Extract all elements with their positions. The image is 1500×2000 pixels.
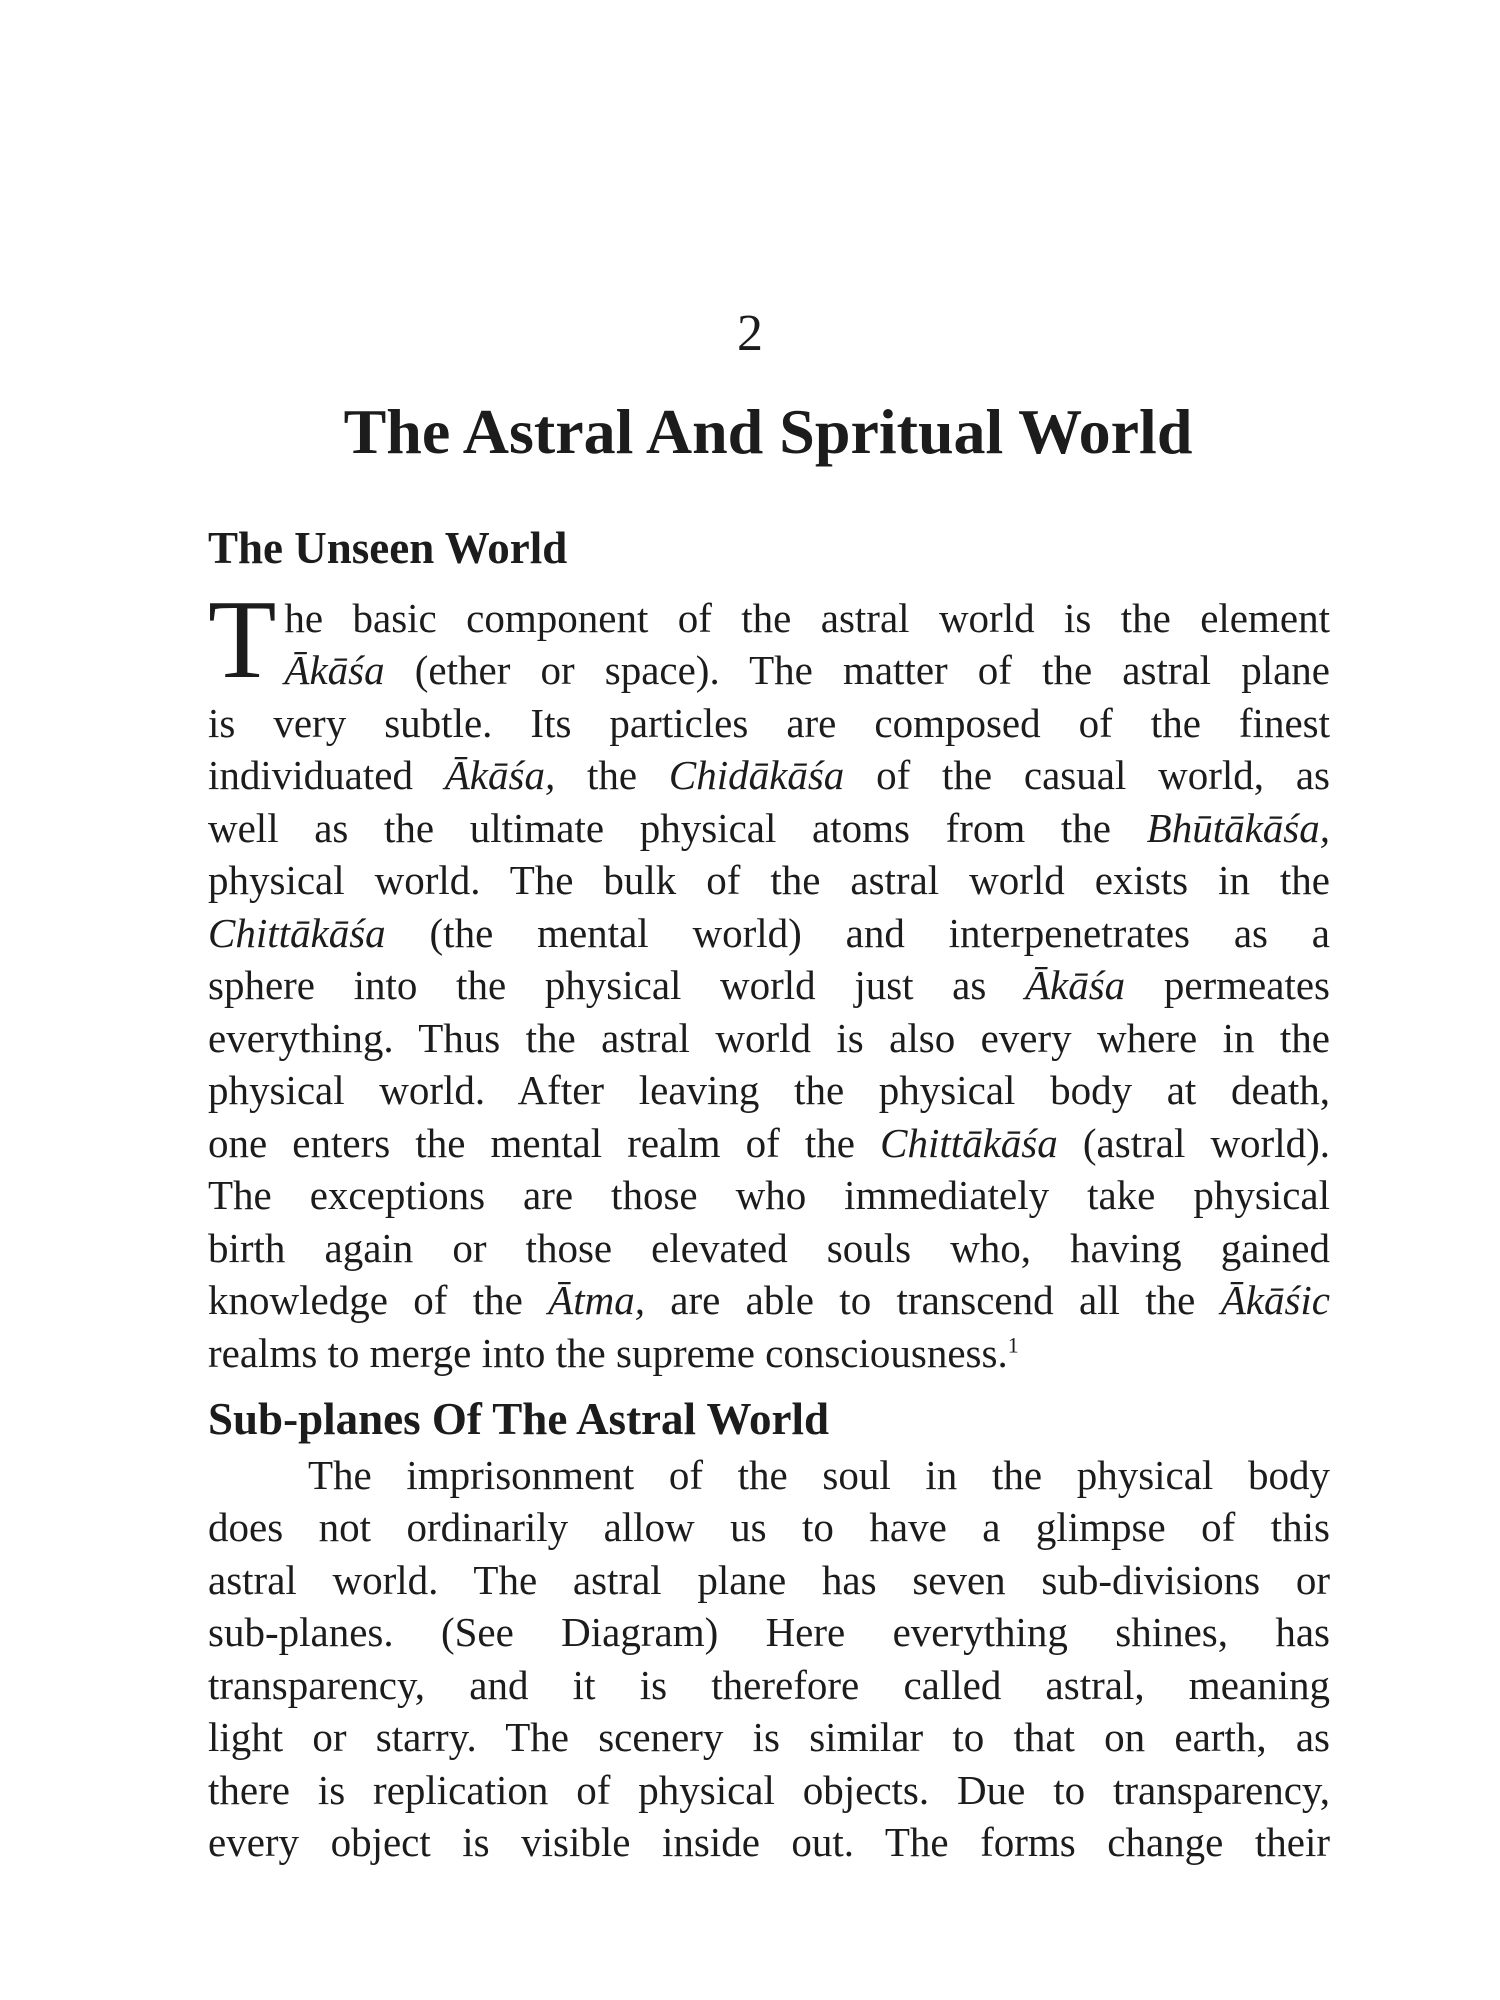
paragraph-sub-planes <box>208 1449 1330 1869</box>
text-line <box>208 1816 1330 1869</box>
text-line <box>208 1012 1330 1065</box>
text-line <box>208 854 1330 907</box>
text-line <box>208 1764 1330 1817</box>
text-run: realms to merge into the supreme consciousness. <box>208 1329 1008 1376</box>
italic-term: Ākāśa <box>284 647 385 693</box>
text-line <box>208 959 1330 1012</box>
text-run: does not ordinarily allow us to have a glimpse of this <box>208 1504 1330 1550</box>
text-run: of the casual world, as <box>844 752 1330 798</box>
text-line <box>208 1554 1330 1607</box>
text-run: physical world. The bulk of the astral world exists in the <box>208 857 1330 903</box>
text-run: astral world. The astral plane has seven sub-divisions or <box>208 1556 1330 1603</box>
text-run: knowledge of the <box>208 1277 549 1323</box>
text-line <box>208 1659 1330 1712</box>
text-run: sub-planes. (See Diagram) Here everything shines, has <box>208 1609 1330 1655</box>
text-run: he basic component of the astral world is the element <box>284 594 1330 641</box>
text-run: (ether or space). The matter of the astral plane <box>384 647 1330 693</box>
text-run: (astral world). <box>1057 1119 1330 1166</box>
text-run: light or starry. The scenery is similar to that on earth, as <box>208 1714 1330 1760</box>
text-run: (the mental world) and interpenetrates as a <box>385 909 1330 956</box>
italic-term: Chidākāśa <box>668 752 845 798</box>
italic-term: Ātma, <box>548 1277 645 1323</box>
text-run: one enters the mental realm of the <box>208 1119 881 1166</box>
paragraph-unseen-world <box>208 577 1331 1380</box>
italic-term: Ākāśa, <box>444 752 556 798</box>
text-line <box>208 907 1330 960</box>
text-line <box>208 802 1330 855</box>
text-line <box>208 592 1330 645</box>
text-run: the <box>555 752 669 798</box>
italic-term: Chittākāśa <box>208 909 386 956</box>
text-run: every object is visible inside out. The forms change their <box>208 1819 1330 1865</box>
text-run: are able to transcend all the <box>644 1277 1221 1323</box>
text-line <box>208 697 1330 750</box>
text-line <box>208 749 1330 802</box>
text-line <box>208 1711 1330 1764</box>
text-line <box>208 1064 1330 1117</box>
text-run: birth again or those elevated souls who, having gained <box>208 1224 1330 1271</box>
text-run: The imprisonment of the soul in the physical body <box>308 1451 1330 1498</box>
drop-cap: T <box>208 577 277 702</box>
italic-term: Ākāśic <box>1220 1277 1331 1323</box>
italic-term: Ākāśa <box>1024 962 1126 1008</box>
text-run: everything. Thus the astral world is also every where in the <box>208 1014 1330 1061</box>
text-line <box>208 1327 1330 1380</box>
text-line <box>208 1449 1330 1502</box>
text-run: there is replication of physical objects. Due to transparency, <box>208 1766 1330 1813</box>
text-run: The exceptions are those who immediately take physical <box>208 1172 1330 1218</box>
text-line <box>208 1501 1330 1554</box>
text-line <box>208 1169 1330 1222</box>
text-run: physical world. After leaving the physical body at death, <box>208 1067 1330 1113</box>
italic-term: Chittākāśa <box>880 1119 1058 1166</box>
text-line <box>208 1117 1330 1170</box>
footnote-marker: 1 <box>1007 1331 1019 1357</box>
text-run: individuated <box>208 752 445 798</box>
text-run: sphere into the physical world just as <box>208 962 1025 1008</box>
text-line <box>208 1606 1330 1659</box>
chapter-number: 2 <box>737 305 763 362</box>
text-run: permeates <box>1125 962 1331 1008</box>
section-heading-unseen-world: The Unseen World <box>208 523 568 573</box>
text-run: is very subtle. Its particles are composed of the finest <box>208 699 1330 746</box>
text-line <box>208 644 1330 697</box>
section-heading-sub-planes: Sub-planes Of The Astral World <box>208 1394 829 1444</box>
text-line <box>208 1222 1330 1275</box>
text-run: well as the ultimate physical atoms from the <box>208 804 1147 851</box>
italic-term: Bhūtākāśa, <box>1146 804 1330 851</box>
chapter-title: The Astral And Spritual World <box>343 396 1193 467</box>
body-text <box>208 520 1330 1869</box>
text-line <box>208 1274 1330 1327</box>
text-run: transparency, and it is therefore called astral, meaning <box>208 1661 1330 1708</box>
